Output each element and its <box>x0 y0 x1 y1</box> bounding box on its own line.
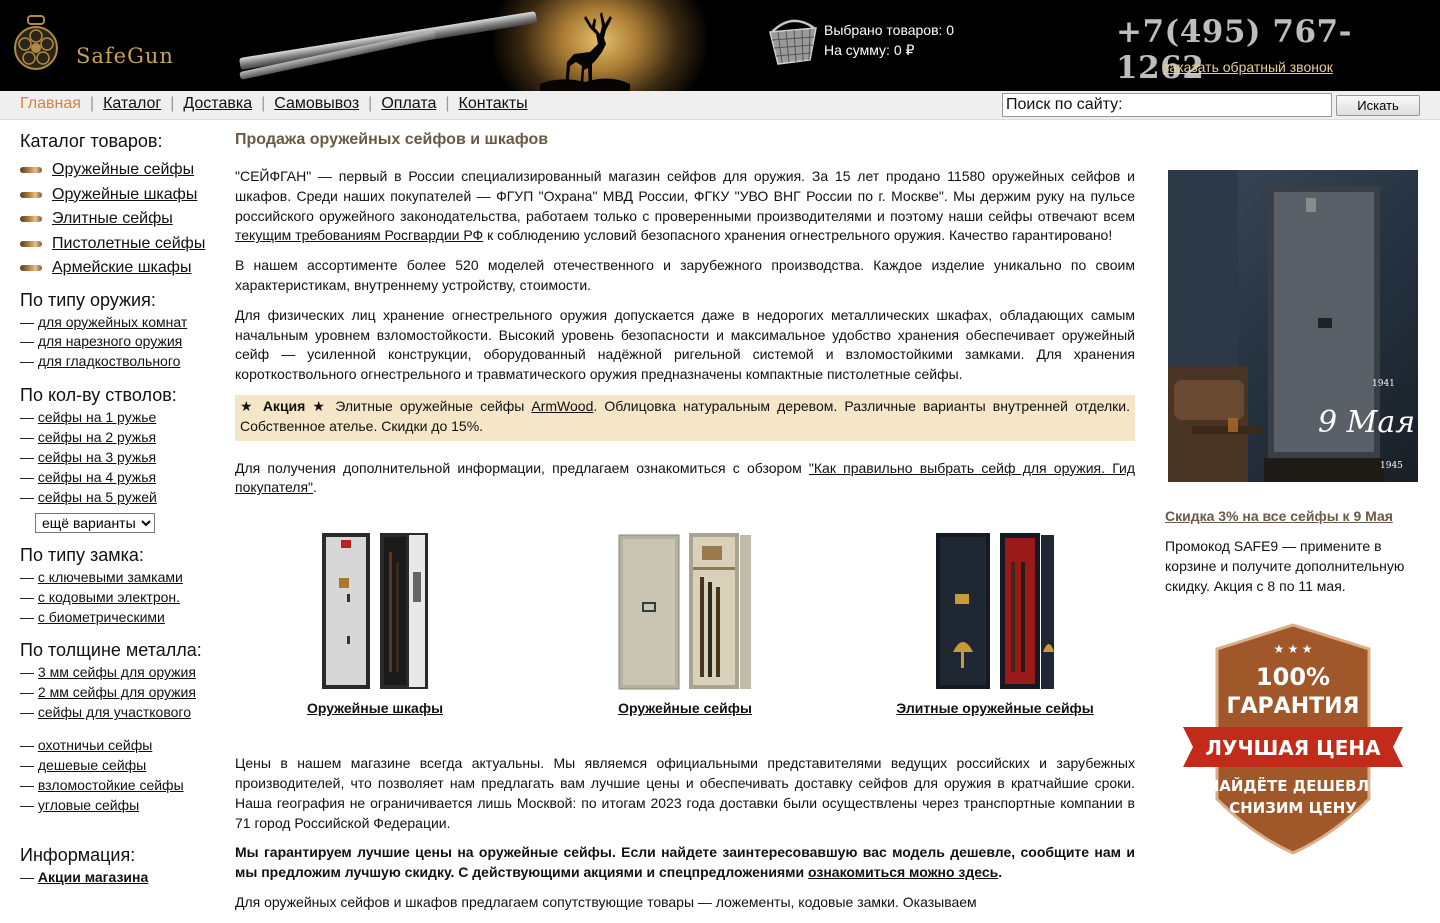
badge-guarantee: ГАРАНТИЯ <box>1226 694 1360 719</box>
catalog-list <box>20 158 220 281</box>
safe-open-icon <box>688 532 752 690</box>
info-heading: Информация: <box>20 844 136 865</box>
hero-year-top: 1941 <box>1372 379 1395 389</box>
product-link-safes[interactable]: Оружейные сейфы <box>618 700 752 717</box>
catalog-item <box>20 256 220 281</box>
list-item: — с ключевыми замками <box>20 568 183 585</box>
barrels-heading: По кол-ву стволов: <box>20 385 177 406</box>
filter-link[interactable]: 3 мм сейфы для оружия <box>37 664 196 681</box>
cabinet-open-icon <box>379 532 429 690</box>
filter-link[interactable]: 2 мм сейфы для оружия <box>37 684 196 701</box>
top-nav: Главная | Каталог | Доставка | Самовывоз | Оплата | Контакты <box>0 91 1440 120</box>
cart-total: На сумму: 0 ₽ <box>824 42 915 58</box>
rosgvardia-link[interactable]: текущим требованиям Росгвардии РФ <box>235 227 484 244</box>
filter-link[interactable]: сейфы на 2 ружья <box>37 429 157 446</box>
filter-link[interactable]: сейфы на 1 ружье <box>37 409 157 426</box>
list-item: — взломостойкие сейфы <box>20 777 184 793</box>
filter-link[interactable]: дешевые сейфы <box>37 757 147 774</box>
more-options-select[interactable] <box>35 513 155 533</box>
elite-closed-icon <box>935 532 991 690</box>
list-item: — с биометрическими <box>20 608 165 625</box>
list-item: — сейфы на 1 ружье <box>20 409 157 426</box>
promo-hero-image[interactable] <box>1168 170 1418 482</box>
filter-link[interactable]: с кодовыми электрон. <box>37 588 181 605</box>
list-item: — 3 мм сейфы для оружия <box>20 664 196 681</box>
hero-year-bottom: 1945 <box>1380 461 1403 471</box>
filter-link[interactable]: охотничьи сейфы <box>37 737 153 754</box>
list-item: — сейфы на 5 ружей <box>20 488 157 505</box>
list-item: — Акции магазина <box>20 868 149 885</box>
list-item: — сейфы на 2 ружья <box>20 429 157 446</box>
nav-home[interactable]: Главная <box>20 95 81 112</box>
list-item: — сейфы на 4 ружья <box>20 468 157 485</box>
list-item: — сейфы на 3 ружья <box>20 449 157 466</box>
site-logo[interactable] <box>14 14 184 74</box>
intro-paragraph: "СЕЙФГАН" — первый в России специализированный магазин сейфов для оружия. За 15 лет продано 11580 оружейных сейфов и шкафов. Среди наших покупателей — ФГУП "Охрана" МВД России, ФГКУ "УВО ВНГ России по г. Москве". Мы держим руку на пульсе российского оружейного законодательства, работаем только с проверенными производителями и поэтому наши сейфы отвечают всем текущим требованиям Росгвардии РФ к соблюдению условий безопасного хранения огнестрельного оружия. Качество гарантировано! <box>235 168 1135 244</box>
list-item: — сейфы для участкового <box>20 704 191 721</box>
filter-link[interactable]: с биометрическими <box>37 608 165 625</box>
product-link-cabinets[interactable]: Оружейные шкафы <box>306 700 444 717</box>
callback-link[interactable]: заказать обратный звонок <box>1163 59 1333 75</box>
nav-delivery[interactable]: Доставка <box>183 95 253 112</box>
catalog-link-elite-safes[interactable]: Элитные сейфы <box>52 210 173 228</box>
logo-emblem-icon <box>14 14 64 74</box>
list-item: — угловые сейфы <box>20 796 140 813</box>
bullet-icon <box>20 167 42 173</box>
main-content <box>235 131 1135 923</box>
lock-type-heading: По типу замка: <box>20 544 144 565</box>
badge-percent: 100% <box>1255 663 1331 691</box>
catalog-link-pistol-safes[interactable]: Пистолетные сейфы <box>52 234 206 252</box>
list-item: — для гладкоствольного <box>20 353 181 370</box>
catalog-item <box>20 207 220 232</box>
nav-payment[interactable]: Оплата <box>381 95 437 112</box>
list-item: — охотничьи сейфы <box>20 737 153 754</box>
product-link-elite[interactable]: Элитные оружейные сейфы <box>896 700 1094 717</box>
metal-heading: По толщине металла: <box>20 640 202 661</box>
site-header <box>0 0 1440 91</box>
promo-label: ★ Акция ★ <box>240 397 329 414</box>
catalog-heading: Каталог товаров: <box>20 131 163 151</box>
filter-link[interactable]: взломостойкие сейфы <box>37 777 184 793</box>
hero-mark: 9 Мая <box>1318 405 1416 440</box>
nav-contacts[interactable]: Контакты <box>458 95 528 112</box>
deer-icon <box>540 4 630 91</box>
elite-safe-image[interactable] <box>855 528 1135 690</box>
safe-closed-icon <box>618 534 680 690</box>
catalog-item <box>20 232 220 257</box>
cart-summary[interactable] <box>824 20 954 60</box>
product-card-safes[interactable] <box>545 528 825 716</box>
product-card-cabinets[interactable] <box>235 528 515 716</box>
filter-link[interactable]: для гладкоствольного <box>37 353 181 370</box>
search-input[interactable] <box>1002 93 1332 117</box>
assortment-paragraph: В нашем ассортименте более 520 моделей отечественного и зарубежного производства. Каждое изделие уникально по своим характеристикам, внутреннему устройству, стоимости. <box>235 257 1135 293</box>
phone-number[interactable]: +7(495) 767-1262 <box>1116 14 1352 86</box>
may-discount-link[interactable]: Скидка 3% на все сейфы к 9 Мая <box>1165 508 1393 524</box>
filter-link[interactable]: с ключевыми замками <box>37 568 183 585</box>
badge-ribbon-text: ЛУЧШАЯ ЦЕНА <box>1205 736 1381 760</box>
filter-link[interactable]: для нарезного оружия <box>37 333 183 350</box>
offers-link[interactable]: ознакомиться можно здесь <box>808 864 999 881</box>
product-categories <box>235 528 1135 716</box>
promotions-link[interactable]: Акции магазина <box>37 868 149 885</box>
list-item: — дешевые сейфы <box>20 757 147 774</box>
bullet-icon <box>20 265 42 271</box>
gun-cabinet-image[interactable] <box>235 528 515 690</box>
bullet-icon <box>20 216 42 222</box>
cart-count: Выбрано товаров: 0 <box>824 22 955 38</box>
filter-link[interactable]: сейфы на 5 ружей <box>37 488 157 505</box>
filter-link[interactable]: сейфы на 3 ружья <box>37 449 157 466</box>
catalog-item <box>20 158 220 183</box>
filter-link[interactable]: сейфы для участкового <box>37 704 191 721</box>
armwood-link[interactable]: ArmWood <box>531 397 594 414</box>
filter-link[interactable]: для оружейных комнат <box>37 313 188 330</box>
catalog-link-gun-safes[interactable]: Оружейные сейфы <box>52 161 195 179</box>
guarantee-paragraph: Мы гарантируем лучшие цены на оружейные сейфы. Если найдете заинтересовавшую вас модель дешевле, сообщите нам и мы предложим лучшую скидку. С действующими акциями и спецпредложениями ознакомиться можно здесь. <box>235 844 1135 881</box>
cart-basket-icon[interactable] <box>766 18 820 70</box>
badge-line1: НАЙДЁТЕ ДЕШЕВЛЕ <box>1206 777 1380 795</box>
buyer-guide-link[interactable]: "Как правильно выбрать сейф для оружия. Гид покупателя" <box>235 459 1135 496</box>
catalog-link-gun-cabinets[interactable]: Оружейные шкафы <box>52 185 198 203</box>
list-item: — для оружейных комнат <box>20 313 188 330</box>
badge-line2: СНИЗИМ ЦЕНУ <box>1229 799 1357 817</box>
gun-safe-image[interactable] <box>545 528 825 690</box>
filter-link[interactable]: угловые сейфы <box>37 796 140 813</box>
cabinet-closed-icon <box>321 532 371 690</box>
logo-text: SafeGun <box>76 44 174 68</box>
nav-pickup[interactable]: Самовывоз <box>274 95 360 112</box>
filter-link[interactable]: сейфы на 4 ружья <box>37 468 157 485</box>
search-button[interactable]: Искать <box>1336 95 1420 116</box>
list-item: — с кодовыми электрон. <box>20 588 181 605</box>
guide-paragraph: Для получения дополнительной информации, предлагаем ознакомиться с обзором "Как правильно выбрать сейф для оружия. Гид покупателя". <box>235 459 1135 496</box>
catalog-link-army-cabinets[interactable]: Армейские шкафы <box>52 259 192 277</box>
prices-paragraph: Цены в нашем магазине всегда актуальны. Мы являемся официальными представителями ведущих российских и зарубежных производителей, что позволяет нам предлагать вам лучшие цены и обеспечивать доставку сейфов для оружия в кратчайшие сроки. Наша география не ограничивается лишь Москвой: по итогам 2023 года доставки были осуществлены через транспортные компании в 71 город Российской Федерации. <box>235 755 1135 831</box>
sidebar <box>20 131 220 888</box>
catalog-item <box>20 183 220 208</box>
list-item: — 2 мм сейфы для оружия <box>20 684 196 701</box>
nav-catalog[interactable]: Каталог <box>103 95 162 112</box>
product-card-elite[interactable] <box>855 528 1135 716</box>
storage-paragraph: Для физических лиц хранение огнестрельного оружия допускается даже в недорогих металлических шкафах, обладающих самым начальным уровнем взломостойкости. Высокий уровень безопасности и максимальное удобство хранения обеспечивает оружейный сейф — усиленной конструкции, оборудованный надёжной ригельной системой и взломостойкими замками. Для хранения короткоствольного огнестрельного и травматического оружия предназначены компактные пистолетные сейфы. <box>235 306 1135 383</box>
list-item: — для нарезного оружия <box>20 333 183 350</box>
weapon-type-heading: По типу оружия: <box>20 289 156 310</box>
promo-code-text: Промокод SAFE9 — примените в корзине и получите дополнительную скидку. Акция с 8 по 11 мая. <box>1165 538 1405 594</box>
stars-icon: ★ ★ ★ <box>1273 642 1313 656</box>
promo-banner: ★ Акция ★ Элитные оружейные сейфы ArmWood. Облицовка натуральным деревом. Различные варианты внутренней отделки. Собственное ателье. Скидки до 15%. <box>235 395 1135 441</box>
victory-day-safe-illustration <box>1168 170 1418 482</box>
accessories-paragraph: Для оружейных сейфов и шкафов предлагаем сопутствующие товары — ложементы, кодовые замки. Оказываем <box>235 893 977 910</box>
page-title: Продажа оружейных сейфов и шкафов <box>235 131 549 148</box>
bullet-icon <box>20 192 42 198</box>
bullet-icon <box>20 241 42 247</box>
elite-open-icon <box>999 532 1055 690</box>
best-price-badge[interactable] <box>1183 623 1403 855</box>
